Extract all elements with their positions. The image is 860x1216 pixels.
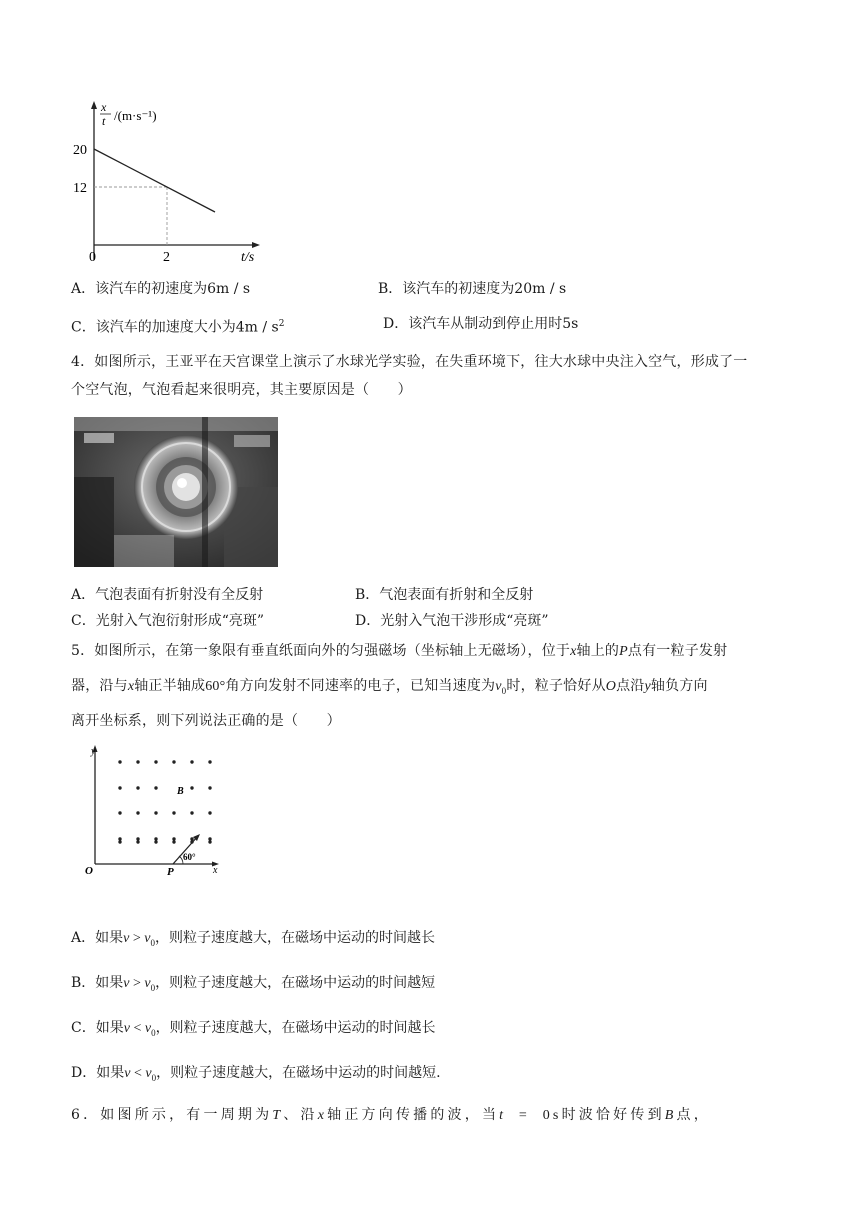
field-dot (154, 811, 157, 814)
field-dot (172, 837, 175, 840)
q5-line1-text-c: 点有一粒子发射 (627, 643, 728, 659)
q5-b-label: B (177, 786, 184, 797)
q5-stem-line3: 离开坐标系，则下列说法正确的是（ ） (71, 713, 341, 729)
q6-b: B (664, 1108, 677, 1123)
q5-line1-text-b: 轴上的 (576, 643, 620, 659)
q5-line2-text-c: 角方向发射不同速率的电子，已知当速度为 (225, 678, 496, 694)
q5-magnetic-field-figure (82, 742, 232, 877)
field-dots (118, 760, 211, 843)
q5-line2-text-e: 点沿 (616, 678, 645, 694)
field-dot (154, 837, 157, 840)
q5-option-c (71, 1018, 436, 1043)
q3-option-a: A．该汽车的初速度为6m / s (71, 281, 251, 297)
q5-opt-prefix: B．如果 (71, 975, 124, 991)
q3-option-b: B．该汽车的初速度为20m / s (378, 281, 567, 297)
q5-stem-line2 (71, 676, 708, 701)
q6-text-a: 6．如图所示，有一周期为 (71, 1107, 273, 1123)
field-dot (190, 811, 193, 814)
q5-opt-v0: v (145, 1066, 152, 1081)
field-dot (172, 840, 175, 843)
field-dot (208, 786, 211, 789)
q5-option-d (71, 1063, 441, 1088)
q5-line1-text-a: 5．如图所示，在第一象限有垂直纸面向外的匀强磁场（坐标轴上无磁场），位于 (71, 643, 571, 659)
origin-label: 0 (89, 250, 96, 265)
q5-opt-cmp: < (129, 1021, 145, 1036)
q5-x-label: x (213, 865, 218, 876)
field-dot (190, 786, 193, 789)
x-tick-2: 2 (163, 250, 170, 265)
q6-x: x (317, 1108, 328, 1123)
q4-stem-line2: 个空气泡，气泡看起来很明亮，其主要原因是（ ） (71, 382, 412, 398)
velocity-line (94, 149, 215, 212)
q4-option-d: D．光射入气泡干涉形成“亮斑” (355, 613, 549, 629)
q5-opt-prefix: C．如果 (71, 1020, 124, 1036)
q5-angle-label: 60° (183, 852, 196, 862)
field-dot (136, 837, 139, 840)
q5-opt-prefix: D．如果 (71, 1065, 125, 1081)
q5-line2-v-sub: 0 (501, 685, 507, 696)
field-dot (136, 760, 139, 763)
q5-line1-p: P (619, 644, 628, 659)
q5-opt-v: v (123, 976, 130, 991)
q6-text-b: 、沿 (283, 1107, 318, 1123)
q5-opt-v: v (123, 931, 130, 946)
q5-opt-rest: ，则粒子速度越大，在磁场中运动的时间越长 (155, 1020, 436, 1036)
field-dot (118, 837, 121, 840)
q5-stem-line1 (71, 641, 727, 662)
y-axis-label-num: x (101, 100, 107, 114)
q6-t: T (272, 1108, 284, 1123)
q3-xt-graph (70, 95, 270, 265)
q5-opt-cmp: > (129, 976, 145, 991)
field-dot (190, 837, 193, 840)
field-dot (118, 760, 121, 763)
field-dot (208, 760, 211, 763)
q6-text-d: 时波恰好传到 (561, 1107, 665, 1123)
field-dot (208, 811, 211, 814)
q6-text-c: 轴正方向传播的波，当 (327, 1107, 500, 1123)
q5-line2-angle: 60° (205, 679, 226, 694)
q5-opt-v0: v (144, 1021, 152, 1036)
x-axis-label: t/s (241, 250, 255, 265)
q4-option-b: B．气泡表面有折射和全反射 (355, 587, 534, 603)
q5-line1-x: x (570, 644, 577, 659)
field-dot (190, 760, 193, 763)
field-dot (136, 811, 139, 814)
q5-opt-v0-sub: 0 (151, 1072, 157, 1083)
q4-stem-line1: 4．如图所示，王亚平在天宫课堂上演示了水球光学实验，在失重环境下，往大水球中央注入空气，形成了一 (71, 354, 748, 370)
q5-opt-v: v (123, 1021, 130, 1036)
q5-line2-text-f: 轴负方向 (650, 678, 708, 694)
q6-eq-t: t (499, 1108, 507, 1123)
field-dot (136, 786, 139, 789)
water-ball-image (74, 417, 278, 567)
q5-line2-x: x (127, 679, 135, 694)
q5-line2-v: v (495, 679, 502, 694)
q5-opt-v0-sub: 0 (150, 982, 156, 993)
q3-option-d: D．该汽车从制动到停止用时5s (383, 316, 579, 332)
q5-line2-o: O (605, 679, 617, 694)
q6-stem-line1 (71, 1105, 711, 1126)
field-dot (118, 811, 121, 814)
field-dot (208, 840, 211, 843)
q5-option-a (71, 928, 435, 953)
q5-opt-cmp: > (129, 931, 145, 946)
q6-text-e: 点， (676, 1107, 711, 1123)
q5-opt-rest: ，则粒子速度越大，在磁场中运动的时间越短. (156, 1065, 441, 1081)
q5-opt-v0-sub: 0 (151, 1027, 156, 1038)
field-dot (154, 786, 157, 789)
q5-opt-prefix: A．如果 (71, 930, 124, 946)
q5-line2-text-b: 轴正半轴成 (134, 678, 206, 694)
field-dot (172, 760, 175, 763)
q5-opt-cmp: < (130, 1066, 146, 1081)
q3-option-c-text: C．该汽车的加速度大小为4m / s (71, 319, 279, 336)
q4-option-c: C．光射入气泡衍射形成“亮斑” (71, 613, 265, 629)
q5-origin-label: O (85, 865, 93, 877)
x-axis-arrow-icon (252, 242, 260, 248)
q5-line2-y: y (644, 679, 651, 694)
field-dot (136, 840, 139, 843)
q5-line2-text-a: 器，沿与 (71, 678, 128, 694)
y-tick-12: 12 (73, 181, 87, 196)
q5-line2-text-d: 时，粒子恰好从 (506, 678, 606, 694)
q6-eq-val: = 0s (506, 1108, 562, 1123)
field-dot (118, 786, 121, 789)
q5-opt-v0: v (144, 931, 151, 946)
q5-opt-v0-sub: 0 (150, 937, 155, 948)
y-axis-arrow-icon (91, 101, 97, 109)
q5-y-label: y (91, 746, 96, 757)
q3-option-c (71, 314, 284, 338)
q5-p-label: P (167, 866, 174, 877)
water-ball-photo (74, 417, 278, 567)
y-axis-unit: /(m·s⁻¹) (114, 108, 157, 123)
y-axis-label-den: t (102, 114, 106, 128)
field-dot (208, 837, 211, 840)
q5-opt-rest: ，则粒子速度越大，在磁场中运动的时间越长 (154, 930, 435, 946)
field-dot (154, 760, 157, 763)
q5-opt-rest: ，则粒子速度越大，在磁场中运动的时间越短 (155, 975, 436, 991)
q4-option-a: A．气泡表面有折射没有全反射 (71, 587, 264, 603)
q5-option-b (71, 973, 435, 998)
q3-option-c-sup: 2 (278, 319, 285, 329)
field-dot (118, 840, 121, 843)
q5-opt-v0: v (144, 976, 151, 991)
field-dot (154, 840, 157, 843)
field-dot (172, 811, 175, 814)
y-tick-20: 20 (73, 143, 87, 158)
q5-opt-v: v (124, 1066, 131, 1081)
